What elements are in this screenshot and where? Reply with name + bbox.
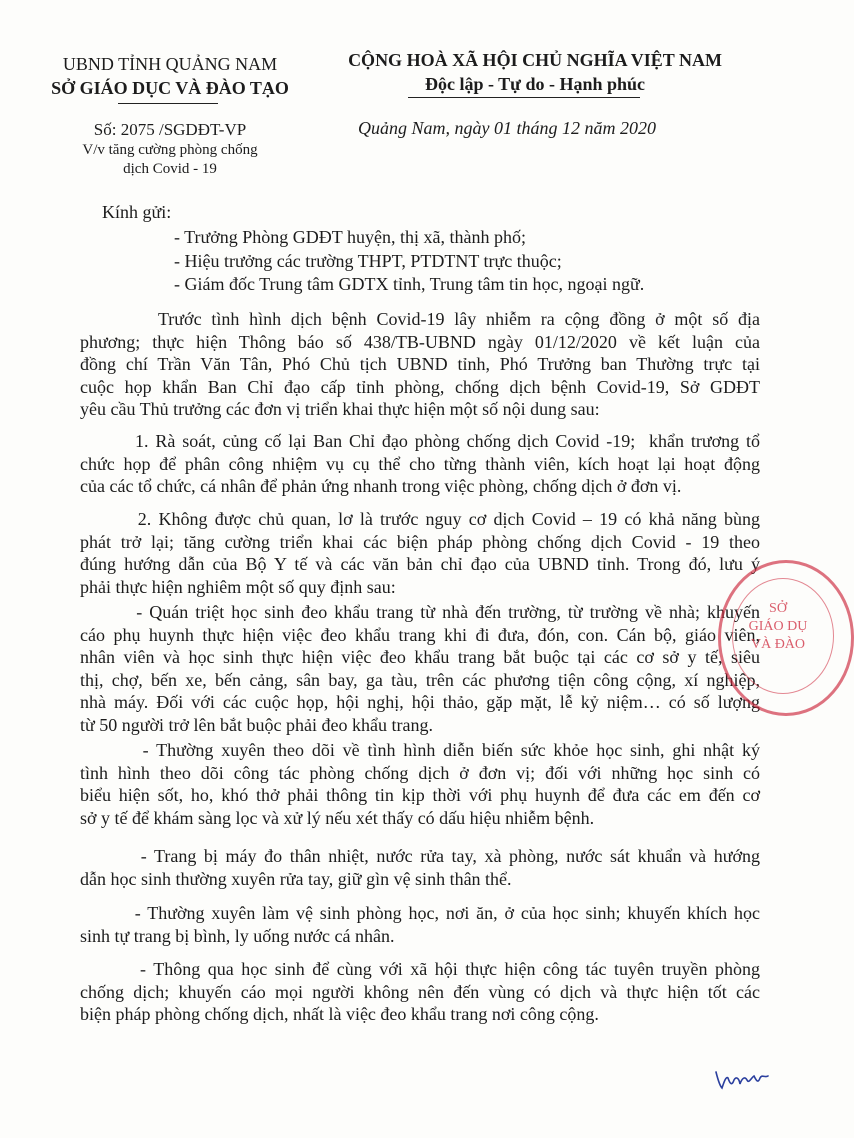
recipient-list	[174, 226, 644, 297]
paragraph-line: nhà máy. Đối với các cuộc họp, hội nghị, hội thảo, gặp mặt, lễ kỷ niệm… có số lượng	[80, 692, 760, 713]
paragraph-line: nhân viên và học sinh thực hiện việc đeo khẩu trang bắt buộc tại các cơ sở y tế, siêu	[80, 647, 760, 668]
paragraph-line: biểu hiện sốt, ho, khó thở phải thông tin kịp thời với phụ huynh để đưa các em đến cơ	[80, 785, 760, 806]
salutation-label: Kính gửi:	[102, 202, 172, 222]
recipient-item: - Giám đốc Trung tâm GDTX tỉnh, Trung tâm tin học, ngoại ngữ.	[174, 274, 645, 294]
stamp-text-line: SỞ	[769, 601, 787, 616]
paragraph-line: chức họp để phân công nhiệm vụ cụ thể cho từng thành viên, kích hoạt lại hoạt động	[80, 453, 760, 474]
paragraph-line: 1. Rà soát, củng cố lại Ban Chỉ đạo phòng chống dịch Covid -19; khẩn trương tổ	[80, 431, 760, 451]
header-left-rule	[118, 103, 218, 104]
paragraph-line: biện pháp phòng chống dịch, nhất là việc đeo khẩu trang nơi công cộng.	[80, 1004, 599, 1025]
paragraph-line: - Trang bị máy đo thân nhiệt, nước rửa tay, xà phòng, nước sát khuẩn và hướng	[80, 846, 760, 866]
paragraph-line: phải thực hiện nghiêm một số quy định sau:	[80, 576, 396, 597]
nation-title: CỘNG HOÀ XÃ HỘI CHỦ NGHĨA VIỆT NAM	[348, 50, 722, 70]
paragraph-item-2	[80, 508, 760, 598]
paragraph-line: Trước tình hình dịch bệnh Covid-19 lây nhiễm ra cộng đồng ở một số địa	[80, 309, 760, 329]
paragraph-line: 2. Không được chủ quan, lơ là trước nguy cơ dịch Covid – 19 có khả năng bùng	[80, 509, 760, 529]
paragraph-bullet-monitoring	[80, 739, 760, 829]
issuing-authority	[20, 52, 320, 100]
stamp-text-line: GIÁO DỤ	[748, 619, 808, 634]
department-name: SỞ GIÁO DỤC VÀ ĐÀO TẠO	[51, 78, 289, 98]
subject-line: dịch Covid - 19	[123, 161, 217, 177]
issue-date: Quảng Nam, ngày 01 tháng 12 năm 2020	[358, 118, 656, 138]
paragraph-line: - Thường xuyên theo dõi về tình hình diễn biến sức khỏe học sinh, ghi nhật ký	[80, 740, 760, 760]
paragraph-line: tình hình theo dõi công tác phòng chống dịch ở đơn vị; đối với những học sinh có	[80, 762, 760, 783]
paragraph-bullet-communication	[80, 958, 760, 1026]
document-number: Số: 2075 /SGDĐT-VP	[93, 120, 247, 139]
document-subject	[20, 141, 320, 179]
paragraph-line: cáo phụ huynh thực hiện việc đeo khẩu trang khi đi đưa, đón, con. Cán bộ, giáo viên,	[80, 624, 760, 645]
paragraph-line: chống dịch; khuyến cáo mọi người không nên đến vùng có dịch và thực hiện tốt các	[80, 981, 760, 1002]
paragraph-line: phương; thực hiện Thông báo số 438/TB-UBND ngày 01/12/2020 về kết luận của	[80, 331, 760, 352]
paragraph-line: sinh tự trang bị bình, ly uống nước cá nhân.	[80, 925, 395, 946]
stamp-text-line: VÀ ĐÀO	[750, 637, 806, 652]
national-header	[300, 48, 770, 96]
paragraph-line: của các tổ chức, cá nhân để phản ứng nhanh trong việc phòng, chống dịch ở đơn vị.	[80, 476, 682, 497]
recipient-item: - Trưởng Phòng GDĐT huyện, thị xã, thành phố;	[174, 227, 526, 247]
recipient-item: - Hiệu trưởng các trường THPT, PTDTNT trực thuộc;	[174, 250, 562, 271]
initial-signature-icon	[712, 1066, 772, 1092]
paragraph-line: từ 50 người trở lên bắt buộc phải đeo khẩu trang.	[80, 714, 433, 735]
paragraph-line: sở y tế để khám sàng lọc và xử lý nếu xét thấy có dấu hiệu nhiễm bệnh.	[80, 807, 595, 828]
paragraph-line: - Thường xuyên làm vệ sinh phòng học, nơi ăn, ở của học sinh; khuyến khích học	[80, 903, 760, 923]
paragraph-line: phát trở lại; tăng cường triển khai các biện pháp phòng chống dịch Covid - 19 theo	[80, 531, 760, 552]
paragraph-bullet-equipment	[80, 845, 760, 890]
paragraph-line: cuộc họp khẩn Ban Chỉ đạo cấp tỉnh phòng, chống dịch bệnh Covid-19, Sở GDĐT	[80, 376, 760, 397]
paragraph-bullet-hygiene	[80, 902, 760, 947]
paragraph-line: - Thông qua học sinh để cùng với xã hội thực hiện công tác tuyên truyền phòng	[80, 959, 760, 979]
province-committee: UBND TỈNH QUẢNG NAM	[62, 54, 278, 74]
paragraph-item-1	[80, 430, 760, 498]
official-stamp-text	[748, 600, 808, 654]
national-motto: Độc lập - Tự do - Hạnh phúc	[424, 74, 646, 94]
paragraph-intro	[80, 308, 760, 421]
paragraph-line: - Quán triệt học sinh đeo khẩu trang từ nhà đến trường, từ trường về nhà; khuyến	[80, 602, 760, 622]
subject-line: V/v tăng cường phòng chống	[82, 142, 258, 158]
paragraph-line: thị, chợ, bến xe, bến cảng, sân bay, ga tàu, trên các phương tiện công cộng, xí nghiệp,	[80, 669, 760, 690]
paragraph-line: đồng chí Trần Văn Tân, Phó Chủ tịch UBND tỉnh, Phó Trưởng ban Thường trực tại	[80, 354, 760, 375]
paragraph-line: dẫn học sinh thường xuyên rửa tay, giữ gìn vệ sinh thân thể.	[80, 868, 512, 889]
header-right-rule	[408, 97, 640, 98]
paragraph-line: đúng hướng dẫn của Bộ Y tế và các văn bản chỉ đạo của UBND tỉnh. Trong đó, lưu ý	[80, 554, 760, 575]
paragraph-bullet-masks	[80, 601, 760, 737]
paragraph-line: yêu cầu Thủ trưởng các đơn vị triển khai thực hiện một số nội dung sau:	[80, 399, 600, 420]
